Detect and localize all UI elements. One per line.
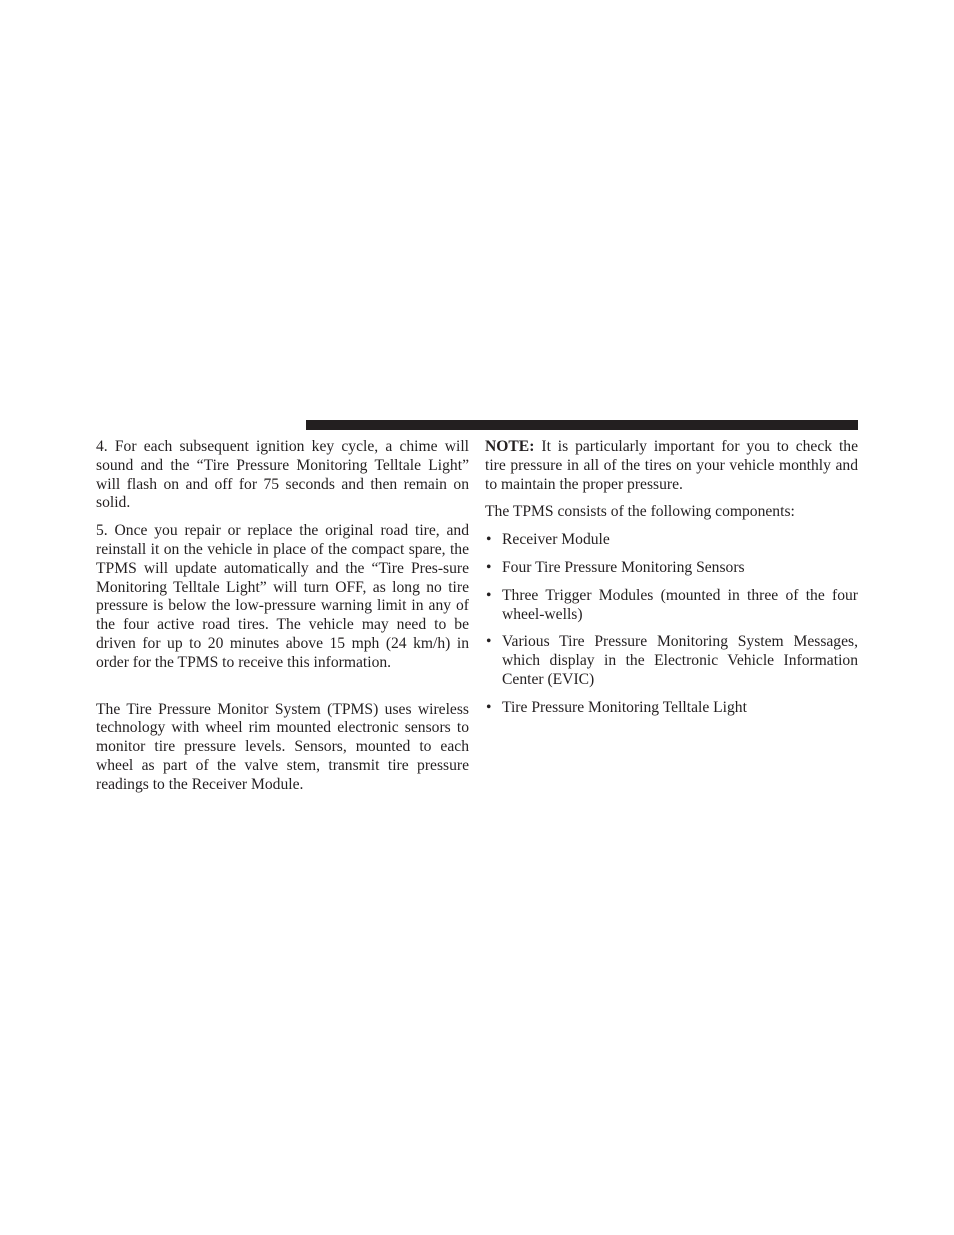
right-column (485, 438, 858, 727)
header-bar (306, 420, 858, 430)
note-text: It is particularly important for you to check the tire pressure in all of the tires on your vehicle monthly and to maintain the proper pressure. (485, 438, 858, 493)
components-list (485, 531, 858, 717)
list-item (485, 587, 858, 625)
note-paragraph (485, 438, 858, 494)
left-column (96, 438, 469, 795)
list-item (485, 699, 858, 718)
list-item-text: Four Tire Pressure Monitoring Sensors (502, 558, 745, 576)
list-item-text: Various Tire Pressure Monitoring System Messages, which display in the Electronic Vehicle Information Center (EVIC) (502, 633, 858, 688)
components-intro: The TPMS consists of the following components: (485, 503, 795, 521)
list-item-text: Tire Pressure Monitoring Telltale Light (502, 698, 747, 716)
list-item (485, 559, 858, 578)
bullet-icon: • (486, 531, 492, 549)
list-item-text: Three Trigger Modules (mounted in three of the four wheel-wells) (502, 586, 858, 623)
note-label: NOTE: (485, 438, 535, 455)
bullet-icon: • (486, 586, 492, 604)
bullet-icon: • (486, 633, 492, 651)
bullet-icon: • (486, 698, 492, 716)
step-4-paragraph: 4. For each subsequent ignition key cycle, a chime will sound and the “Tire Pressure Monitoring Telltale Light” will flash on and off for 75 seconds and then remain on solid. (96, 438, 469, 512)
list-item (485, 633, 858, 689)
bullet-icon: • (486, 558, 492, 576)
list-item (485, 531, 858, 550)
step-5-paragraph: 5. Once you repair or replace the original road tire, and reinstall it on the vehicle in place of the compact spare, the TPMS will update automatically and the “Tire Pres-sure Monitoring Telltale Light” will turn OFF, as long no tire pressure is below the low-pressure warning limit in any of the four active road tires. The vehicle may need to be driven for up to 20 minutes above 15 mph (24 km/h) in order for the TPMS to receive this information. (96, 522, 469, 671)
tpms-intro-paragraph: The Tire Pressure Monitor System (TPMS) uses wireless technology with wheel rim mounted electronic sensors to monitor tire pressure levels. Sensors, mounted to each wheel as part of the valve stem, transmit tire pressure readings to the Receiver Module. (96, 700, 469, 793)
list-item-text: Receiver Module (502, 531, 610, 549)
